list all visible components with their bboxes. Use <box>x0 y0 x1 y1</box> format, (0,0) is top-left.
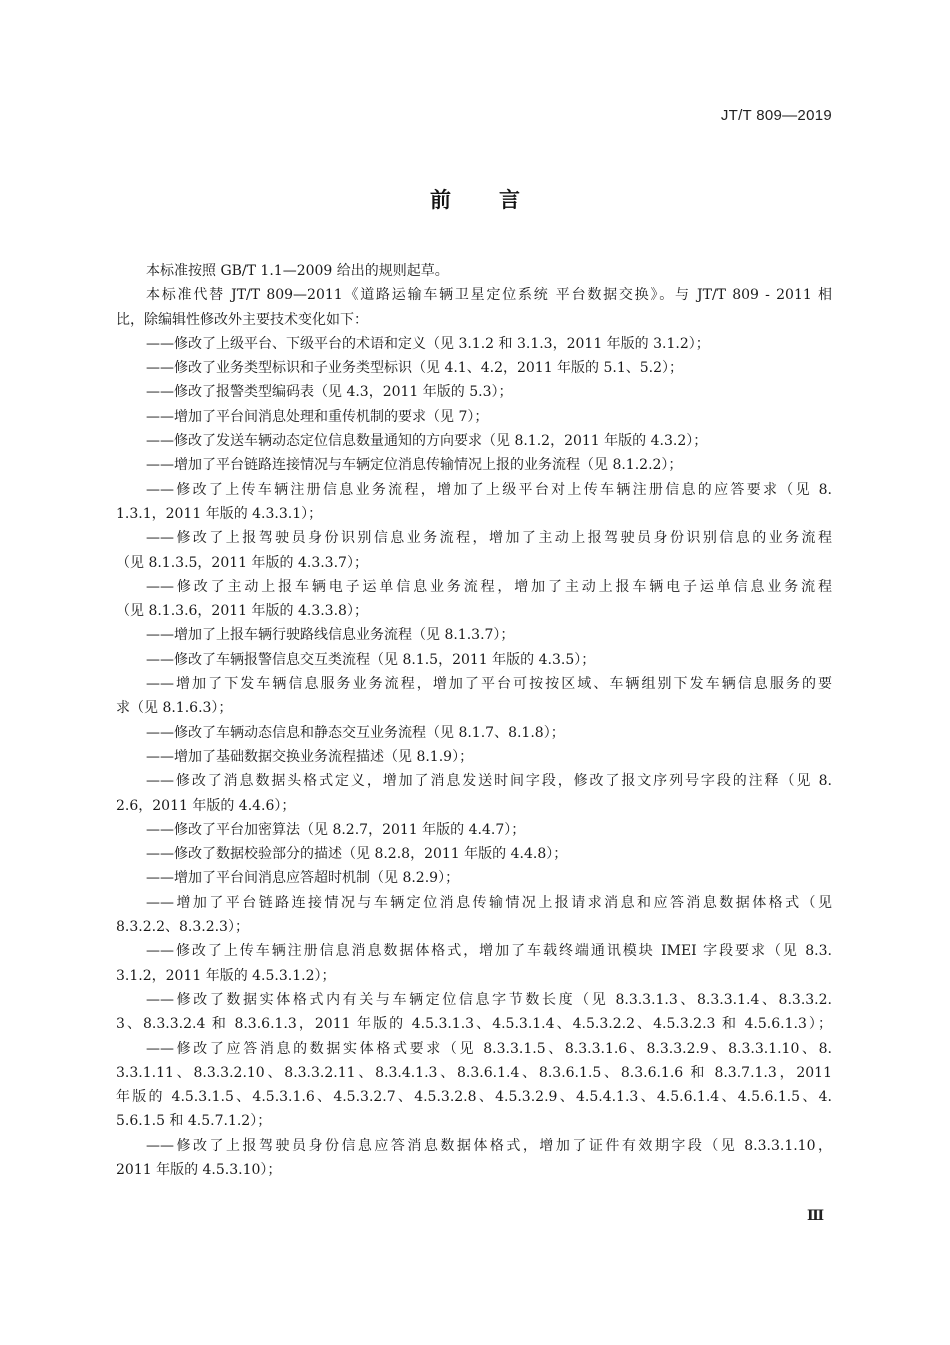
text-line: ——增加了上报车辆行驶路线信息业务流程（见 8.1.3.7）； <box>146 627 515 644</box>
text-line: ——修改了平台加密算法（见 8.2.7，2011 年版的 4.4.7）； <box>146 821 526 838</box>
text-line: ——增加了基础数据交换业务流程描述（见 8.1.9）； <box>146 748 474 765</box>
text-line: ——修改了上报驾驶员身份信息应答消息数据体格式，增加了证件有效期字段（见 8.3.3.1.10， <box>146 1137 832 1154</box>
page-title: 前言 <box>430 188 568 212</box>
text-line: ——增加了下发车辆信息服务业务流程，增加了平台可按按区域、车辆组别下发车辆信息服务的要 <box>146 676 832 693</box>
standard-code: JT/T 809—2019 <box>720 107 832 124</box>
text-line: 本标准按照 GB/T 1.1—2009 给出的规则起草。 <box>146 263 449 279</box>
preface-body <box>116 259 832 1182</box>
text-line: 本标准代替 JT/T 809—2011《道路运输车辆卫星定位系统 平台数据交换》。与 JT/T 809 - 2011 相 <box>146 287 832 304</box>
text-line: 8.3.2.2、8.3.2.3）； <box>116 919 249 936</box>
text-line: ——修改了车辆报警信息交互类流程（见 8.1.5，2011 年版的 4.3.5）； <box>146 651 596 668</box>
text-line: ——增加了平台间消息应答超时机制（见 8.2.9）； <box>146 870 460 887</box>
text-line: （见 8.1.3.5，2011 年版的 4.3.3.7）； <box>116 554 368 571</box>
text-line: 2011 年版的 4.5.3.10）； <box>116 1161 282 1178</box>
text-line: 求（见 8.1.6.3）； <box>116 700 233 717</box>
text-line: ——修改了消息数据头格式定义，增加了消息发送时间字段，修改了报文序列号字段的注释（见 8. <box>146 773 832 790</box>
text-line: ——修改了主动上报车辆电子运单信息业务流程，增加了主动上报车辆电子运单信息业务流程 <box>146 578 832 595</box>
text-line: ——修改了数据校验部分的描述（见 8.2.8，2011 年版的 4.4.8）； <box>146 846 568 863</box>
text-line: ——增加了平台链路连接情况与车辆定位消息传输情况上报请求消息和应答消息数据体格式（见 <box>146 894 832 911</box>
text-line: ——增加了平台间消息处理和重传机制的要求（见 7）； <box>146 408 489 425</box>
text-line: 3.1.2，2011 年版的 4.5.3.1.2）； <box>116 967 336 984</box>
page-number: Ⅲ <box>806 1208 824 1224</box>
text-line: ——修改了上级平台、下级平台的术语和定义（见 3.1.2 和 3.1.3，2011 年版的 3.1.2）； <box>146 335 710 352</box>
text-line: ——增加了平台链路连接情况与车辆定位消息传输情况上报的业务流程（见 8.1.2.2）； <box>146 457 683 474</box>
text-line: ——修改了业务类型标识和子业务类型标识（见 4.1、4.2，2011 年版的 5.1、5.2）； <box>146 360 684 377</box>
text-line: ——修改了车辆动态信息和静态交互业务流程（见 8.1.7、8.1.8）； <box>146 724 565 741</box>
text-line: 3.3.1.11、8.3.3.2.10、8.3.3.2.11、8.3.4.1.3、8.3.6.1.4、8.3.6.1.5、8.3.6.1.6 和 8.3.7.1.3，2011 <box>116 1064 832 1081</box>
text-line: 3、8.3.3.2.4 和 8.3.6.1.3，2011 年版的 4.5.3.1.3、4.5.3.1.4、4.5.3.2.2、4.5.3.2.3 和 4.5.6.1.3）； <box>116 1016 832 1033</box>
text-line: 5.6.1.5 和 4.5.7.1.2）； <box>116 1113 272 1130</box>
text-line: ——修改了上传车辆注册信息业务流程，增加了上级平台对上传车辆注册信息的应答要求（见 8. <box>146 481 832 498</box>
text-line: （见 8.1.3.6，2011 年版的 4.3.3.8）； <box>116 603 368 620</box>
text-line: 比，除编辑性修改外主要技术变化如下： <box>116 311 368 328</box>
text-line: ——修改了发送车辆动态定位信息数量通知的方向要求（见 8.1.2，2011 年版的 4.3.2）； <box>146 433 708 450</box>
text-line: ——修改了应答消息的数据实体格式要求（见 8.3.3.1.5、8.3.3.1.6、8.3.3.2.9、8.3.3.1.10、8. <box>146 1040 832 1057</box>
text-line: ——修改了报警类型编码表（见 4.3，2011 年版的 5.3）； <box>146 384 513 401</box>
text-line: ——修改了上传车辆注册信息消息数据体格式，增加了车载终端通讯模块 IMEI 字段要求（见 8.3. <box>146 943 832 960</box>
text-line: ——修改了上报驾驶员身份识别信息业务流程，增加了主动上报驾驶员身份识别信息的业务流程 <box>146 530 832 547</box>
text-line: 年版的 4.5.3.1.5、4.5.3.1.6、4.5.3.2.7、4.5.3.2.8、4.5.3.2.9、4.5.4.1.3、4.5.6.1.4、4.5.6.1.5、4. <box>116 1089 832 1106</box>
text-line: ——修改了数据实体格式内有关与车辆定位信息字节数长度（见 8.3.3.1.3、8.3.3.1.4、8.3.3.2. <box>146 991 832 1008</box>
text-line: 1.3.1，2011 年版的 4.3.3.1）； <box>116 505 323 522</box>
text-line: 2.6，2011 年版的 4.4.6）； <box>116 797 296 814</box>
